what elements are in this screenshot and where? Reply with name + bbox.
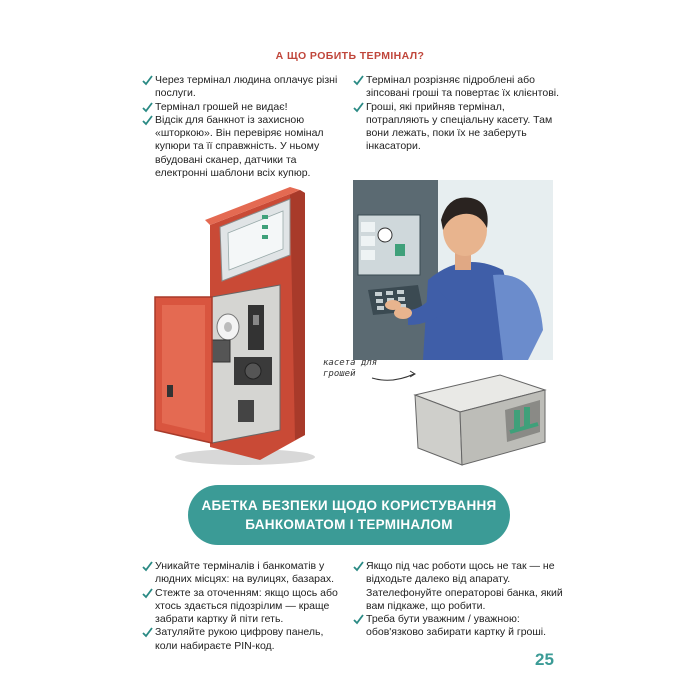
section-heading: А ЩО РОБИТЬ ТЕРМІНАЛ? bbox=[275, 50, 425, 62]
list-item-text: Стежте за оточенням: якщо щось або хтось здається підозрілим — краще забрати картку й піти геть. bbox=[155, 586, 338, 626]
list-item-text: Якщо під час роботи щось не так — не відходьте далеко від апарату. Зателефонуйте операторові банка, який вам підкаже, що робити. bbox=[366, 560, 563, 612]
page-number: 25 bbox=[535, 650, 554, 669]
list-item-text: Уникайте терміналів і банкоматів у людних місцях: на вулицях, базарах. bbox=[155, 560, 335, 586]
check-icon bbox=[142, 101, 153, 114]
check-icon bbox=[142, 560, 153, 573]
check-icon bbox=[353, 560, 364, 573]
cassette-label: касета для грошей bbox=[323, 358, 378, 379]
list-item-text: Треба бути уважним / уважною: обов'язково забирати картку й гроші. bbox=[366, 613, 547, 639]
list-item bbox=[142, 114, 342, 180]
check-icon bbox=[142, 626, 153, 639]
check-icon bbox=[353, 101, 364, 114]
list-item-text: Через термінал людина оплачує різні послуги. bbox=[155, 74, 338, 100]
list-item-text: Затуляйте рукою цифрову панель, коли набираєте PIN-код. bbox=[155, 626, 324, 652]
list-item bbox=[142, 101, 342, 114]
check-icon bbox=[353, 74, 364, 87]
list-item bbox=[142, 74, 342, 101]
list-item bbox=[353, 560, 563, 613]
check-icon bbox=[142, 74, 153, 87]
top-left-list bbox=[142, 74, 342, 180]
man-using-atm-illustration bbox=[353, 180, 563, 365]
top-right-list bbox=[353, 74, 563, 154]
bottom-right-list bbox=[353, 560, 563, 640]
list-item-text: Відсік для банкнот із захисною «шторкою». Він перевіряє номінал купюри та її справжність. У ньому вбудовані сканер, датчики та електронні шаблони всіх купюр. bbox=[155, 113, 324, 180]
payment-terminal-illustration bbox=[150, 185, 320, 470]
check-icon bbox=[142, 114, 153, 127]
list-item-text: Термінал грошей не видає! bbox=[155, 100, 288, 113]
list-item-text: Гроші, які прийняв термінал, потрапляють у спеціальну касету. Там вони лежать, поки їх не заберуть інкасатори. bbox=[366, 100, 553, 153]
list-item bbox=[142, 626, 347, 653]
safety-banner bbox=[188, 485, 510, 545]
money-cassette-illustration bbox=[410, 370, 550, 470]
list-item-text: Термінал розрізняє підроблені або зіпсовані гроші та повертає їх клієнтові. bbox=[366, 74, 560, 100]
check-icon bbox=[353, 613, 364, 626]
list-item bbox=[353, 613, 563, 640]
list-item bbox=[142, 587, 347, 627]
list-item bbox=[353, 74, 563, 101]
bottom-left-list bbox=[142, 560, 347, 653]
banner-line-1: АБЕТКА БЕЗПЕКИ ЩОДО КОРИСТУВАННЯ bbox=[201, 498, 497, 513]
list-item bbox=[353, 101, 563, 154]
check-icon bbox=[142, 587, 153, 600]
banner-line-2: БАНКОМАТОМ І ТЕРМІНАЛОМ bbox=[245, 517, 453, 532]
list-item bbox=[142, 560, 347, 587]
